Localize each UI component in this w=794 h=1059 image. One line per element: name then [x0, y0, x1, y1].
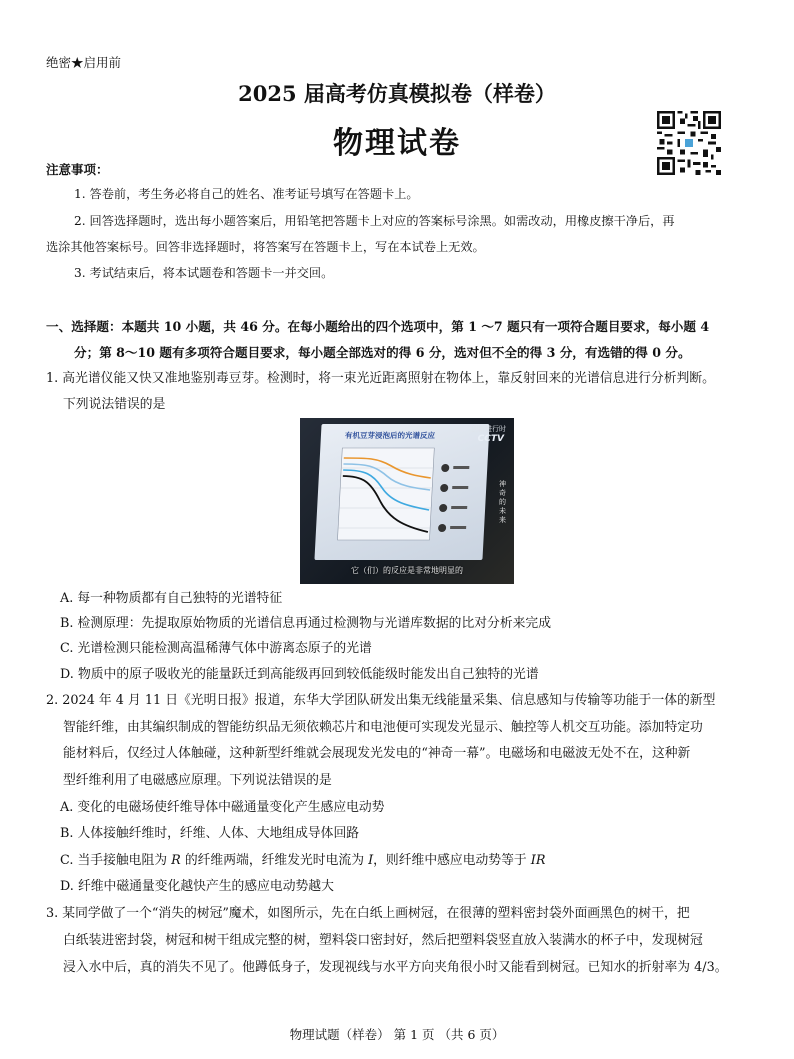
q2-stem-line1: 2. 2024 年 4 月 11 日《光明日报》报道，东华大学团队研发出集无线能量采集、信息感知与传输等功能于一体的新型 [46, 693, 716, 708]
channel-logo: CCTV [477, 434, 504, 444]
section-heading-line1: 一、选择题：本题共 10 小题，共 46 分。在每小题给出的四个选项中，第 1 ～7 题只有一项符合题目要求，每小题 4 [46, 319, 710, 334]
page-footer: 物理试题（样卷） 第 1 页 （共 6 页） [289, 1027, 505, 1042]
q2-option-c-text1: C. 当手接触电阻为 [60, 853, 172, 868]
q2-option-c-text3: ，则纤维中感应电动势等于 [373, 853, 531, 868]
q3-stem-line3: 浸入水中后，真的消失不见了。他蹲低身子，发现视线与水平方向夹角很小时又能看到树冠。已知水的折射率为 4/3。 [63, 960, 728, 975]
qr-code-icon [657, 111, 721, 175]
section-heading-line2: 分；第 8～10 题有多项符合题目要求，每小题全部选对的得 6 分，选对但不全的得 3 分，有选错的得 0 分。 [74, 345, 691, 360]
notice-heading: 注意事项： [46, 162, 109, 177]
current-symbol: I [368, 853, 374, 868]
confidential-label: 绝密★启用前 [46, 55, 122, 70]
notice-item-2-line2: 选涂其他答案标号。回答非选择题时，将答案写在答题卡上，写在本试卷上无效。 [46, 240, 485, 254]
notice-item-2-line1: 2. 回答选择题时，选出每小题答案后，用铅笔把答题卡上对应的答案标号涂黑。如需改动，用橡皮擦干净后，再 [74, 214, 675, 228]
q1-option-d: D. 物质中的原子吸收光的能量跃迁到高能级再回到较低能级时能发出自己独特的光谱 [60, 667, 539, 682]
subject-title: 物理试卷 [333, 126, 461, 161]
q2-option-c-text2: 的纤维两端，纤维发光时电流为 [180, 853, 369, 868]
q2-stem-line3: 能材料后，仅经过人体触碰，这种新型纤维就会展现发光发电的“神奇一幕”。电磁场和电磁波无处不在，这种新 [63, 746, 691, 761]
notice-item-3: 3. 考试结束后，将本试题卷和答题卡一并交回。 [74, 266, 334, 280]
q2-stem-line2: 智能纤维，由其编织制成的智能纺织品无须依赖芯片和电池便可实现发光显示、触控等人机交互功能。添加特定功 [63, 720, 703, 735]
slide-title: 有机豆芽浸泡后的光谱反应 [344, 431, 436, 440]
q2-option-d: D. 纤维中磁通量变化越快产生的感应电动势越大 [60, 879, 334, 894]
exam-title: 2025 届高考仿真模拟卷（样卷） [238, 81, 556, 106]
program-watermark: 创新进行时 [471, 425, 506, 433]
presentation-slide [314, 424, 489, 560]
spectrum-curves [323, 444, 479, 556]
q2-option-c [60, 848, 545, 874]
q1-stem-line1: 1. 高光谱仪能又快又准地鉴别毒豆芽。检测时，将一束光近距离照射在物体上，靠反射回来的光谱信息进行分析判断。 [46, 371, 715, 386]
q1-stem-line2: 下列说法错误的是 [63, 397, 166, 412]
q2-option-a: A. 变化的电磁场使纤维导体中磁通量变化产生感应电动势 [60, 800, 385, 815]
emf-expression: IR [530, 853, 546, 868]
notice-item-1: 1. 答卷前，考生务必将自己的姓名、准考证号填写在答题卡上。 [74, 187, 419, 201]
resistance-symbol: R [171, 853, 181, 868]
q1-option-a: A. 每一种物质都有自己独特的光谱特征 [60, 591, 283, 606]
q1-option-c: C. 光谱检测只能检测高温稀薄气体中游离态原子的光谱 [60, 641, 372, 656]
side-caption: 神奇的未来 [499, 480, 506, 524]
q2-stem-line4: 型纤维利用了电磁感应原理。下列说法错误的是 [63, 773, 332, 788]
q1-option-b: B. 检测原理：先提取原始物质的光谱信息再通过检测物与光谱库数据的比对分析来完成 [60, 616, 552, 631]
q1-spectrum-photo [300, 418, 514, 584]
subtitle-caption: 它（们）的反应是非常地明显的 [351, 566, 463, 575]
q3-stem-line2: 白纸装进密封袋，树冠和树干组成完整的树，塑料袋口密封好，然后把塑料袋竖直放入装满水的杯子中，发现树冠 [63, 933, 703, 948]
q3-stem-line1: 3. 某同学做了一个“消失的树冠”魔术，如图所示，先在白纸上画树冠，在很薄的塑料密封袋外面画黑色的树干，把 [46, 906, 690, 921]
q2-option-b: B. 人体接触纤维时，纤维、人体、大地组成导体回路 [60, 826, 360, 841]
